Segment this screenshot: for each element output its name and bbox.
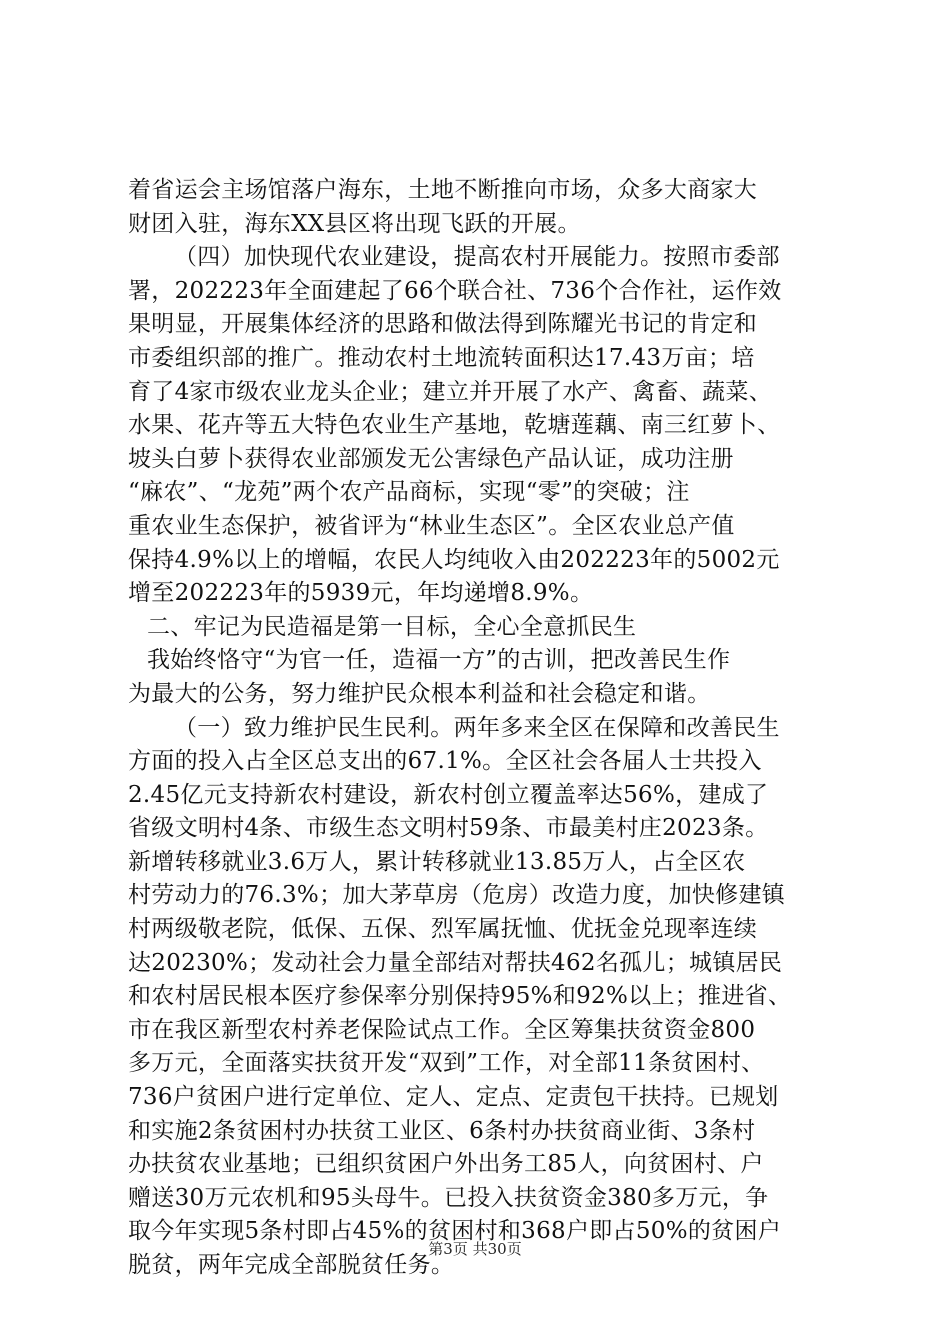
text-line: 育了4家市级农业龙头企业；建立并开展了水产、禽畜、蔬菜、 [128,378,773,405]
text-line: 脱贫，两年完成全部脱贫任务。 [128,1252,455,1278]
section-heading-1: （一）致力维护民生民利。两年多来全区在保障和改善民生 [174,714,780,741]
text-line: 和实施2条贫困村办扶贫工业区、6条村办扶贫商业街、3条村 [128,1117,756,1144]
section-heading-4: （四）加快现代农业建设，提高农村开展能力。按照市委部 [174,244,780,271]
text-line: 市委组织部的推广。推动农村土地流转面积达17.43万亩；培 [128,344,755,371]
text-line: 保持4.9%以上的增幅，农民人均纯收入由202223年的5002元 [128,546,780,573]
text-line: 省级文明村4条、市级生态文明村59条、市最美村庄2023条。 [128,815,769,842]
section-heading-2: 二、牢记为民造福是第一目标，全心全意抓民生 [147,613,637,640]
page-footer [0,1238,950,1259]
text-line: 为最大的公务，努力维护民众根本利益和社会稳定和谐。 [128,680,711,707]
text-line: 署，202223年全面建起了66个联合社、736个合作社，运作效 [128,277,782,304]
document-body [128,174,828,1283]
text-line: 和农村居民根本医疗参保率分别保持95%和92%以上；推进省、 [128,983,792,1010]
page-number: 第3页 [428,1240,468,1258]
text-line: 达20230%；发动社会力量全部结对帮扶462名孤儿；城镇居民 [128,949,783,976]
text-line: 新增转移就业3.6万人，累计转移就业13.85万人，占全区农 [128,848,746,875]
text-line: 重农业生态保护，被省评为“林业生态区”。全区农业总产值 [128,512,735,539]
text-line: 736户贫困户进行定单位、定人、定点、定责包干扶持。已规划 [128,1084,779,1111]
text-line: 村劳动力的76.3%；加大茅草房（危房）改造力度，加快修建镇 [128,882,786,909]
text-line: 果明显，开展集体经济的思路和做法得到陈耀光书记的肯定和 [128,311,758,338]
text-line: 2.45亿元支持新农村建设，新农村创立覆盖率达56%，建成了 [128,781,769,808]
text-line: 着省运会主场馆落户海东，土地不断推向市场，众多大商家大 [128,177,758,203]
text-line: 多万元，全面落实扶贫开发“双到”工作，对全部11条贫困村、 [128,1050,765,1077]
paragraph-start: 我始终恪守“为官一任，造福一方”的古训，把改善民生作 [147,647,731,674]
text-line: 市在我区新型农村养老保险试点工作。全区筹集扶贫资金800 [128,1016,756,1043]
text-line: 村两级敬老院，低保、五保、烈军属抚恤、优抚金兑现率连续 [128,916,758,943]
text-line: 坡头白萝卜获得农业部颁发无公害绿色产品认证，成功注册 [128,445,734,472]
page-total: 共30页 [472,1240,522,1258]
text-line: 财团入驻，海东XX县区将出现飞跃的开展。 [128,210,581,237]
text-line: 办扶贫农业基地；已组织贫困户外出务工85人，向贫困村、户 [128,1151,764,1178]
text-line: “麻农”、“龙苑”两个农产品商标，实现“零”的突破；注 [128,479,690,506]
text-line: 增至202223年的5939元，年均递增8.9%。 [128,580,594,607]
text-line: 取今年实现5条村即占45%的贫困村和368户即占50%的贫困户 [128,1218,782,1245]
text-line: 水果、花卉等五大特色农业生产基地，乾塘莲藕、南三红萝卜、 [128,412,781,439]
text-line: 赠送30万元农机和95头母牛。已投入扶贫资金380多万元，争 [128,1184,769,1211]
text-line: 方面的投入占全区总支出的67.1%。全区社会各届人士共投入 [128,748,762,775]
